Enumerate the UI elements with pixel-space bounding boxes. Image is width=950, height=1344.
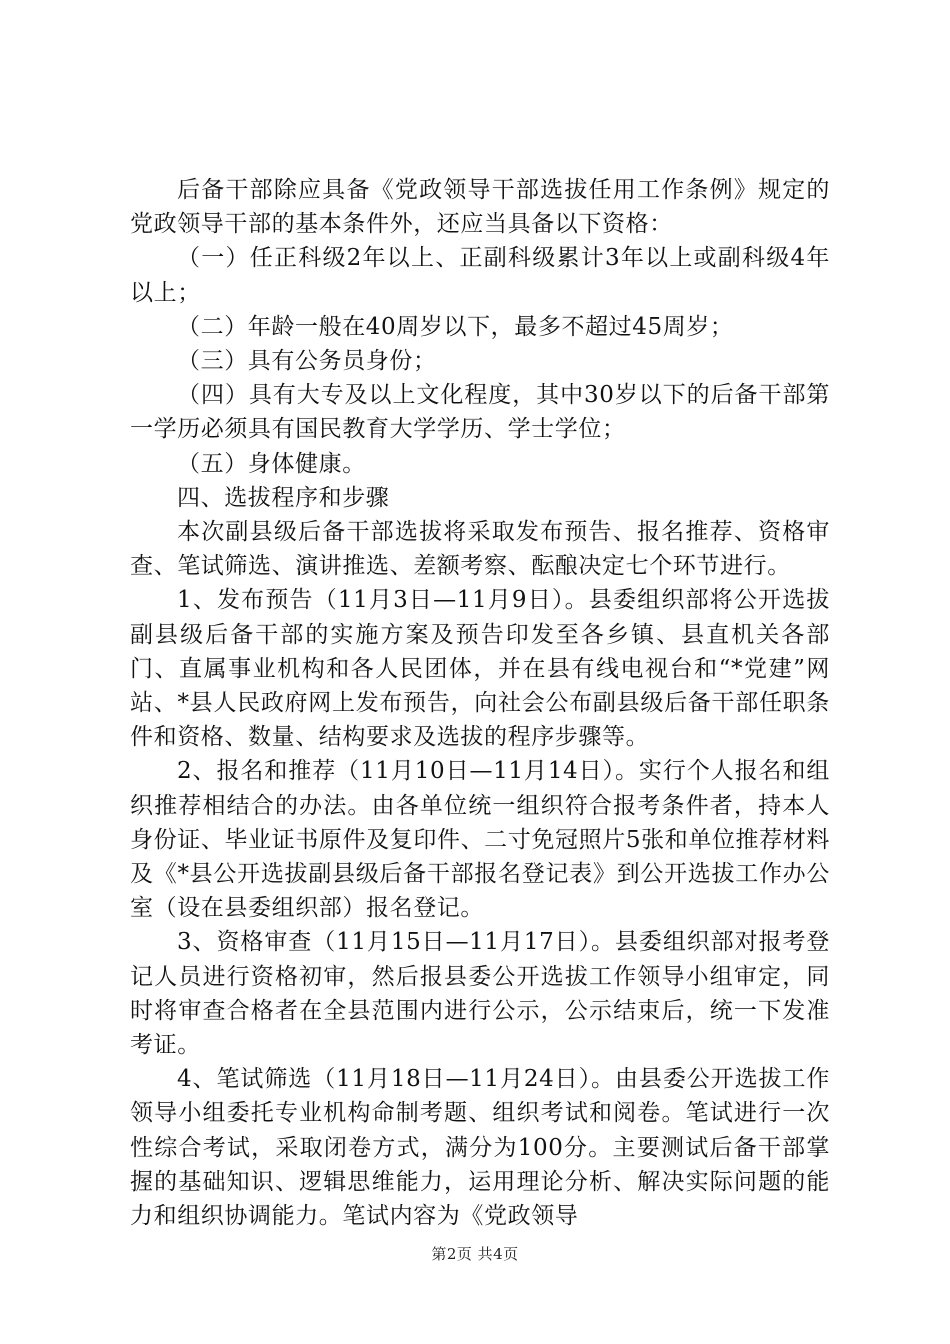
document-body bbox=[130, 173, 830, 1233]
paragraph-step-4: 4、笔试筛选（11月18日—11月24日）。由县委公开选拔工作领导小组委托专业机构命制考题、组织考试和阅卷。笔试进行一次性综合考试，采取闭卷方式，满分为100分。主要测试后备干部掌握的基础知识、逻辑思维能力，运用理论分析、解决实际问题的能力和组织协调能力。笔试内容为《党政领导 bbox=[130, 1066, 830, 1230]
paragraph-qualification-intro: 后备干部除应具备《党政领导干部选拔任用工作条例》规定的党政领导干部的基本条件外，还应当具备以下资格： bbox=[130, 177, 830, 238]
paragraph-item-5: （五）身体健康。 bbox=[177, 450, 366, 477]
paragraph-step-3: 3、资格审查（11月15日—11月17日）。县委组织部对报考登记人员进行资格初审，然后报县委公开选拔工作领导小组审定，同时将审查合格者在全县范围内进行公示，公示结束后，统一下发准考证。 bbox=[130, 929, 830, 1059]
page-footer: 第2页 共4页 bbox=[431, 1245, 519, 1263]
paragraph-step-2: 2、报名和推荐（11月10日—11月14日）。实行个人报名和组织推荐相结合的办法。由各单位统一组织符合报考条件者，持本人身份证、毕业证书原件及复印件、二寸免冠照片5张和单位推荐材料及《*县公开选拔副县级后备干部报名登记表》到公开选拔工作办公室（设在县委组织部）报名登记。 bbox=[130, 758, 830, 922]
paragraph-step-1: 1、发布预告（11月3日—11月9日）。县委组织部将公开选拔副县级后备干部的实施方案及预告印发至各乡镇、县直机关各部门、直属事业机构和各人民团体，并在县有线电视台和“*党建”网站、*县人民政府网上发布预告，向社会公布副县级后备干部任职条件和资格、数量、结构要求及选拔的程序步骤等。 bbox=[130, 587, 830, 751]
paragraph-item-2: （二）年龄一般在40周岁以下，最多不超过45周岁； bbox=[177, 313, 734, 340]
paragraph-item-4: （四）具有大专及以上文化程度，其中30岁以下的后备干部第一学历必须具有国民教育大学学历、学士学位； bbox=[130, 382, 830, 443]
paragraph-procedure-intro: 本次副县级后备干部选拔将采取发布预告、报名推荐、资格审查、笔试筛选、演讲推选、差额考察、酝酿决定七个环节进行。 bbox=[130, 519, 830, 580]
section-heading-procedure: 四、选拔程序和步骤 bbox=[177, 484, 390, 511]
paragraph-item-3: （三）具有公务员身份； bbox=[177, 348, 437, 375]
paragraph-item-1: （一）任正科级2年以上、正副科级累计3年以上或副科级4年以上； bbox=[130, 245, 830, 306]
